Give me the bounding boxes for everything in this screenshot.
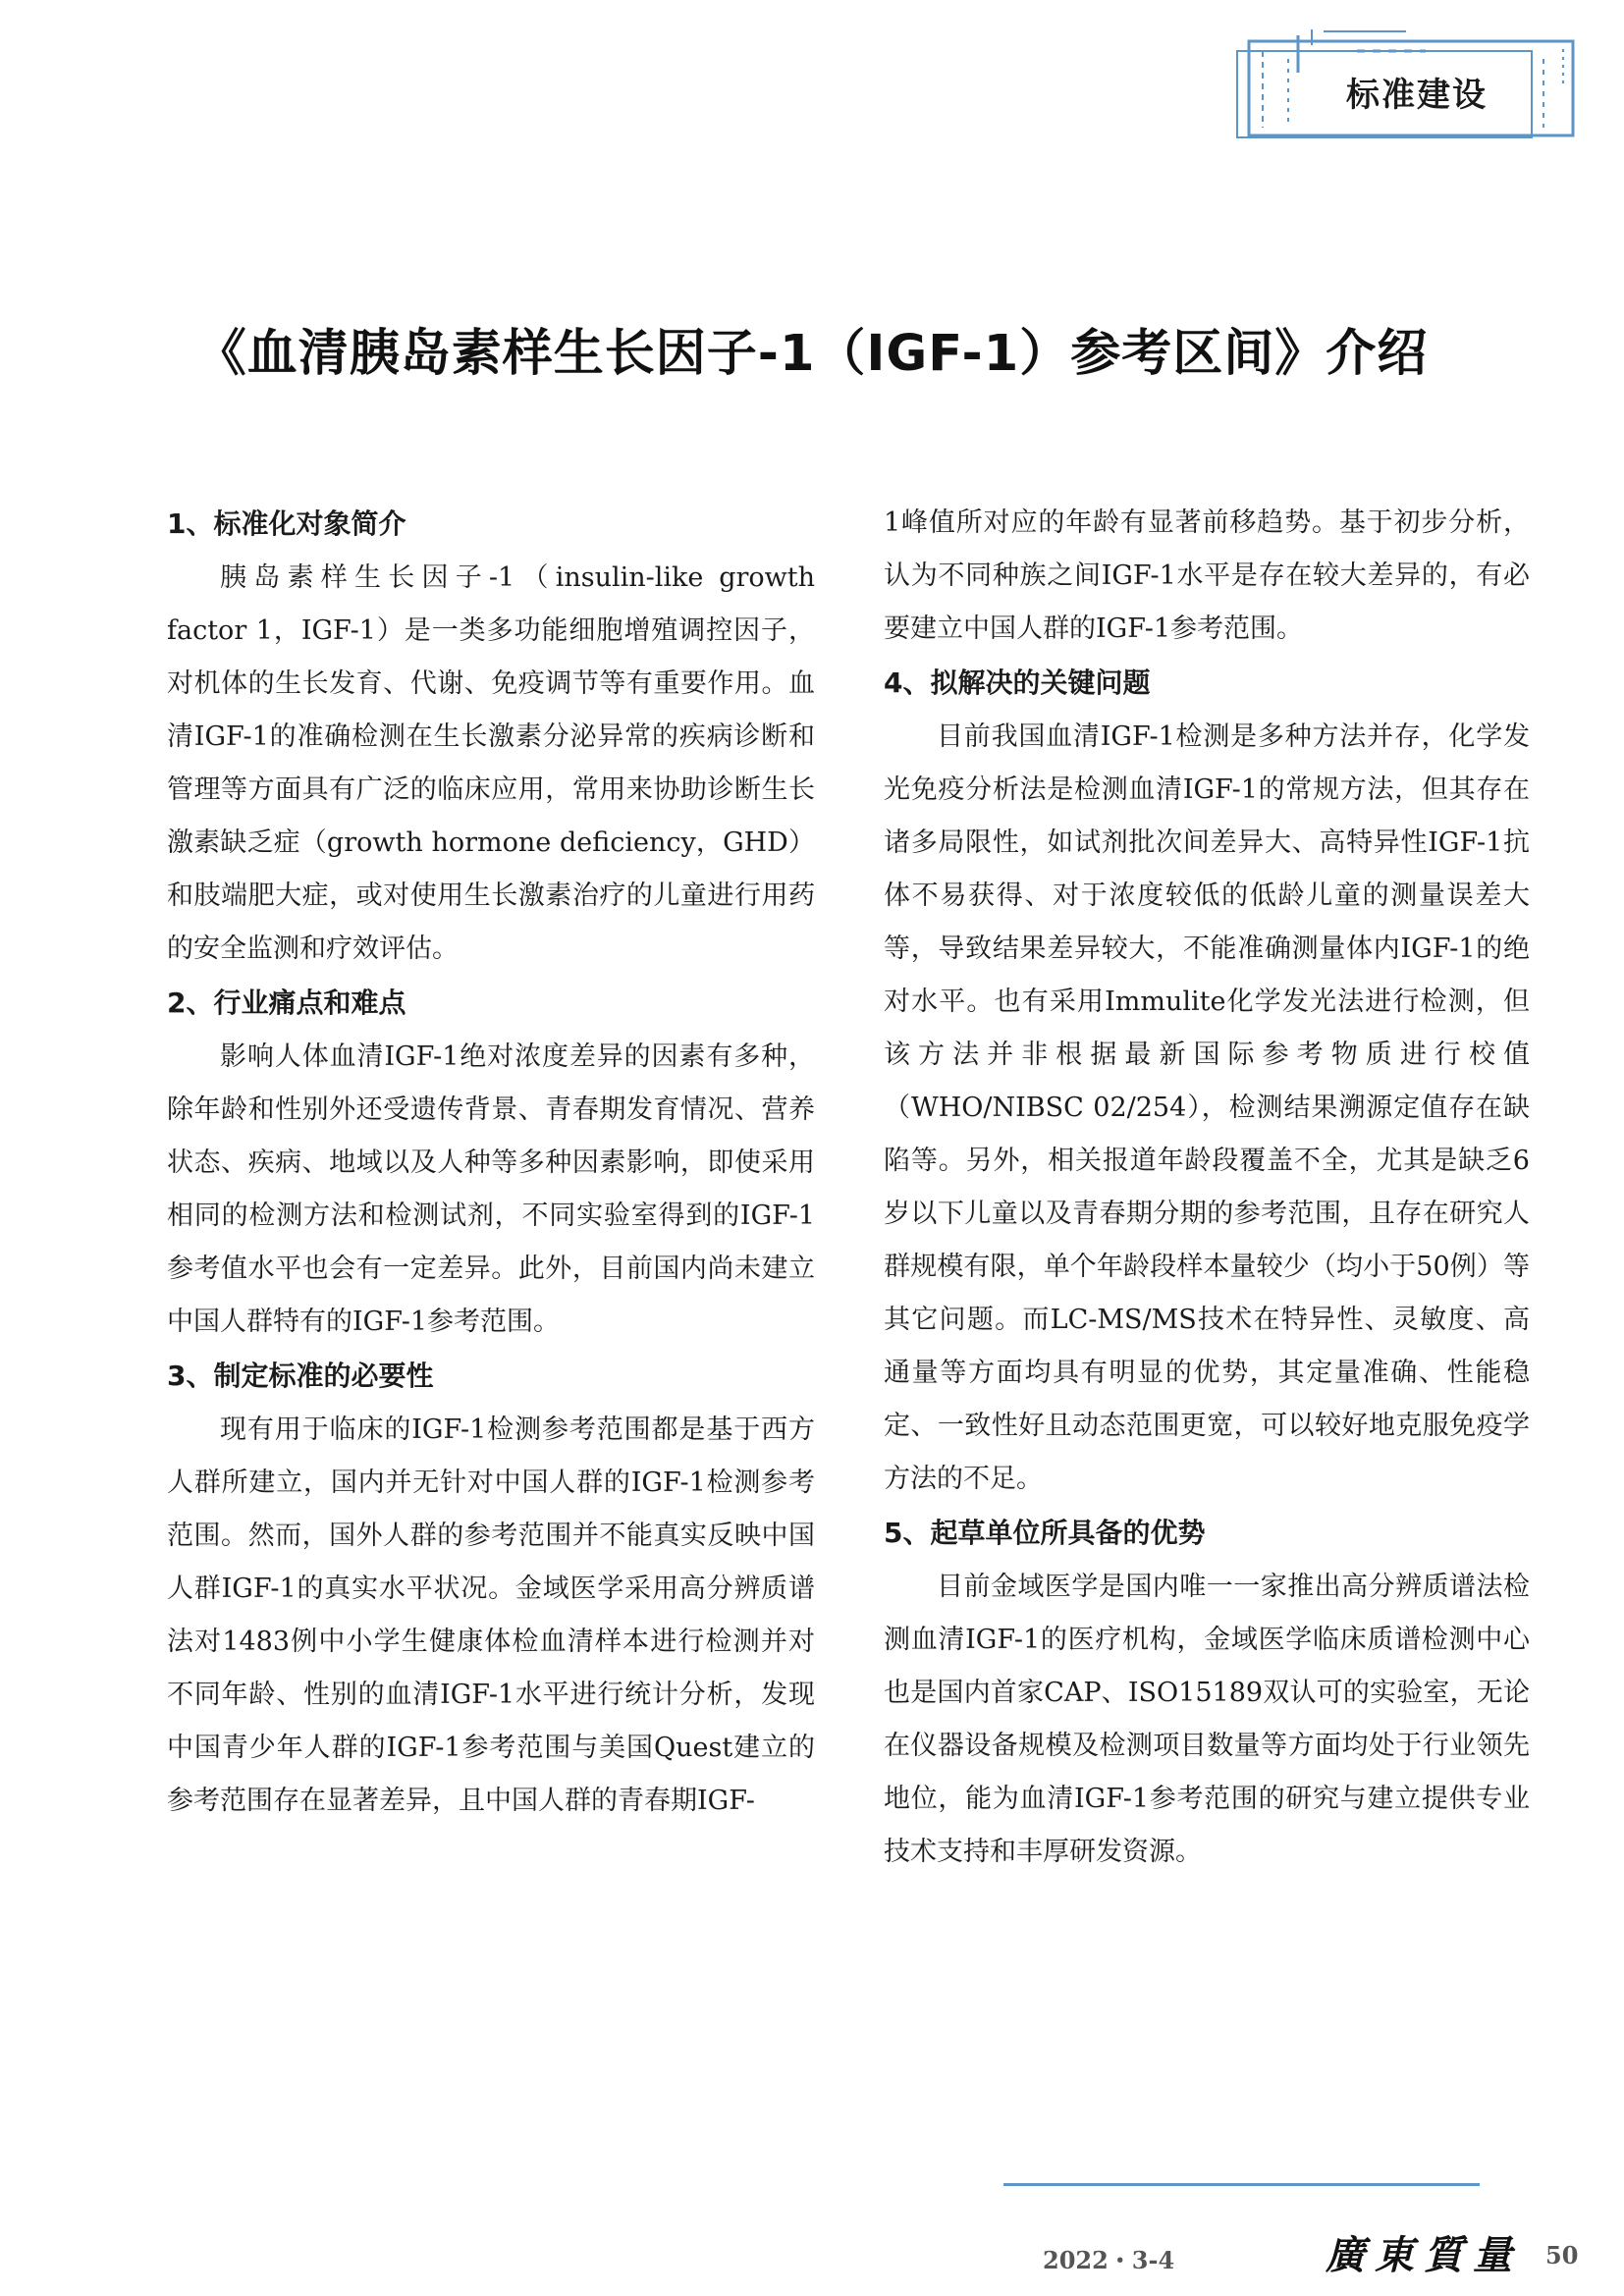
left-column [167, 497, 815, 1828]
section-paragraph-continued: 1峰值所对应的年龄有显著前移趋势。基于初步分析，认为不同种族之间IGF-1水平是存在较大差异的，有必要建立中国人群的IGF-1参考范围。 [884, 507, 1530, 644]
article-title: 《血清胰岛素样生长因子-1（IGF-1）参考区间》介绍 [195, 325, 1429, 383]
section-heading: 5、起草单位所具备的优势 [884, 1517, 1206, 1549]
issue-date: 2022・3-4 [1043, 2246, 1175, 2274]
footer-rule [1003, 2183, 1480, 2186]
magazine-logo: 廣東質量 [1326, 2232, 1522, 2278]
column-label: 标准建设 [1346, 75, 1488, 115]
section-heading: 1、标准化对象简介 [167, 507, 406, 540]
section-paragraph: 胰岛素样生长因子-1（insulin-like growth factor 1，IGF-1）是一类多功能细胞增殖调控因子，对机体的生长发育、代谢、免疫调节等有重要作用。血清IGF-1的准确检测在生长激素分泌异常的疾病诊断和管理等方面具有广泛的临床应用，常用来协助诊断生长激素缺乏症（growth hormone deficiency，GHD）和肢端肥大症，或对使用生长激素治疗的儿童进行用药的安全监测和疗效评估。 [167, 562, 815, 964]
section-paragraph: 现有用于临床的IGF-1检测参考范围都是基于西方人群所建立，国内并无针对中国人群的IGF-1检测参考范围。然而，国外人群的参考范围并不能真实反映中国人群IGF-1的真实水平状况。金域医学采用高分辨质谱法对1483例中小学生健康体检血清样本进行检测并对不同年龄、性别的血清IGF-1水平进行统计分析，发现中国青少年人群的IGF-1参考范围与美国Quest建立的参考范围存在显著差异，且中国人群的青春期IGF- [167, 1415, 815, 1816]
section-heading: 2、行业痛点和难点 [167, 987, 406, 1019]
page-number: 50 [1545, 2241, 1579, 2269]
section-paragraph: 目前金域医学是国内唯一一家推出高分辨质谱法检测血清IGF-1的医疗机构，金域医学临床质谱检测中心也是国内首家CAP、ISO15189双认可的实验室，无论在仪器设备规模及检测项目数量等方面均处于行业领先地位，能为血清IGF-1参考范围的研究与建立提供专业技术支持和丰厚研发资源。 [884, 1572, 1530, 1867]
right-column [884, 497, 1530, 1879]
section-heading: 4、拟解决的关键问题 [884, 667, 1151, 699]
section-paragraph: 影响人体血清IGF-1绝对浓度差异的因素有多种，除年龄和性别外还受遗传背景、青春期发育情况、营养状态、疾病、地域以及人种等多种因素影响，即使采用相同的检测方法和检测试剂，不同实验室得到的IGF-1参考值水平也会有一定差异。此外，目前国内尚未建立中国人群特有的IGF-1参考范围。 [167, 1041, 815, 1337]
column-badge [1229, 29, 1583, 147]
section-heading: 3、制定标准的必要性 [167, 1360, 434, 1392]
section-paragraph: 目前我国血清IGF-1检测是多种方法并存，化学发光免疫分析法是检测血清IGF-1的常规方法，但其存在诸多局限性，如试剂批次间差异大、高特异性IGF-1抗体不易获得、对于浓度较低的低龄儿童的测量误差大等，导致结果差异较大，不能准确测量体内IGF-1的绝对水平。也有采用Immulite化学发光法进行检测，但该方法并非根据最新国际参考物质进行校值（WHO/NIBSC 02/254），检测结果溯源定值存在缺陷等。另外，相关报道年龄段覆盖不全，尤其是缺乏6岁以下儿童以及青春期分期的参考范围，且存在研究人群规模有限，单个年龄段样本量较少（均小于50例）等其它问题。而LC-MS/MS技术在特异性、灵敏度、高通量等方面均具有明显的优势，其定量准确、性能稳定、一致性好且动态范围更宽，可以较好地克服免疫学方法的不足。 [884, 721, 1530, 1494]
